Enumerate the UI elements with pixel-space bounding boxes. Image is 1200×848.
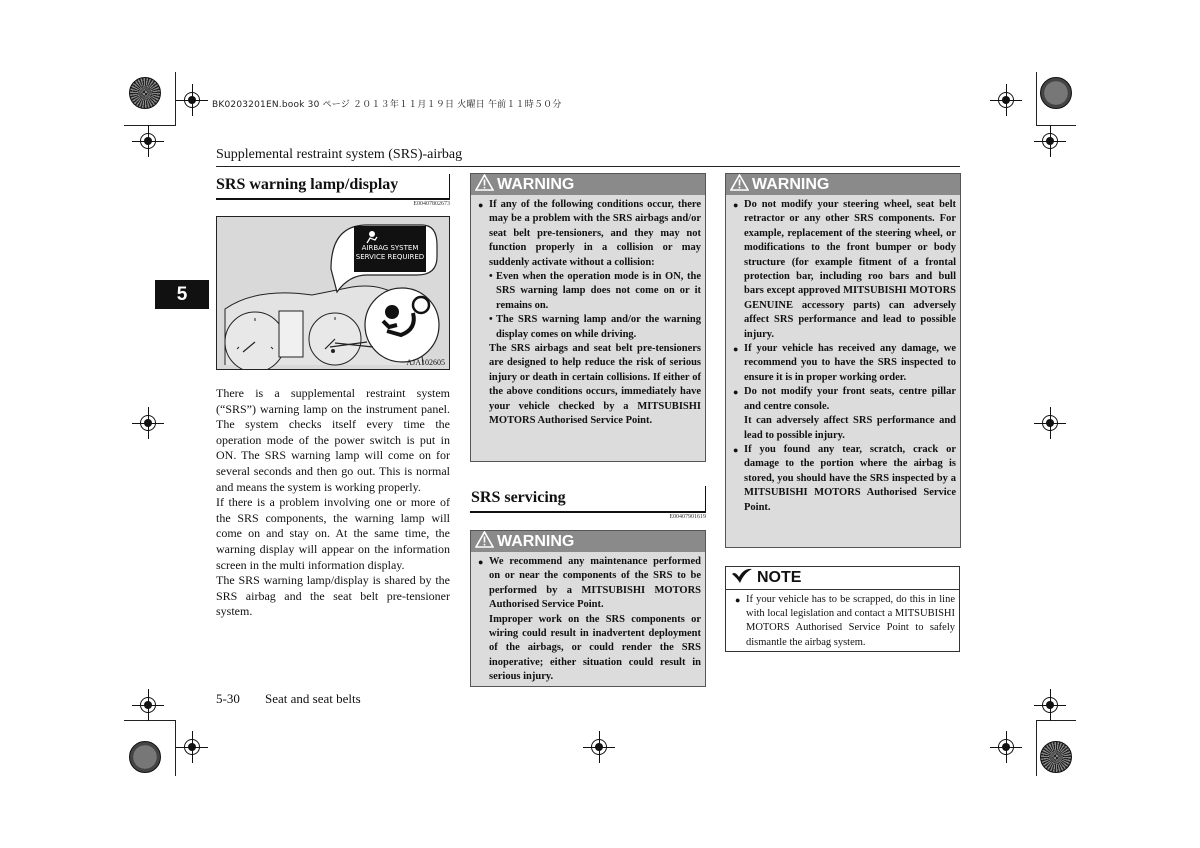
warning-triangle-icon [475, 531, 494, 553]
instrument-panel-illustration [217, 217, 449, 369]
note-header [726, 567, 959, 590]
note-bullet: ● If your vehicle has to be scrapped, do this in line with local legislation and contact a MITSUBISHI MOTORS Authorised Service Point to safely dismantle the airbag system. [746, 593, 955, 650]
warning-bullet: ● If you found any tear, scratch, crack or damage to the portion where the airbag is stored, you should have the SRS inspected by a MITSUBISHI MOTORS Authorised Service Point. [744, 443, 956, 515]
warning-title: WARNING [497, 175, 575, 193]
reference-code: E00407901619 [669, 514, 706, 520]
figure-caption: AJA102605 [406, 358, 445, 367]
warning-title: WARNING [497, 532, 575, 550]
warning-subitem: • Even when the operation mode is in ON, the SRS warning lamp does not come on or it remains on. [489, 270, 701, 313]
warning-bullet: ● If any of the following conditions occur, there may be a problem with the SRS airbags and/or seat belt pre-tensioners, and they may not function properly in a collision or may suddenly activate without a collision: [489, 198, 701, 270]
paragraph: If there is a problem involving one or more of the SRS components, the warning lamp will come on and stay on. At the same time, the warning display will appear on the information screen in the multi information display. [216, 495, 450, 572]
warning-header [471, 531, 705, 552]
page-number: 5-30 [216, 691, 240, 706]
paragraph: The SRS warning lamp/display is shared by the SRS airbag and the seat belt pre-tensioner system. [216, 573, 450, 619]
instrument-panel-figure [216, 216, 450, 370]
header-rule [216, 166, 960, 167]
warning-triangle-icon [730, 174, 749, 196]
display-text-line1: AIRBAG SYSTEM [361, 244, 419, 252]
warning-bullet: ● If your vehicle has received any damage, we recommend you to have the SRS inspected to ensure it is in proper working order. [744, 342, 956, 385]
warning-box [470, 173, 706, 462]
chapter-tab: 5 [155, 280, 209, 309]
heading-rule [470, 511, 706, 513]
warning-subitem: • The SRS warning lamp and/or the warning display comes on while driving. [489, 313, 701, 342]
warning-body [471, 195, 705, 433]
warning-header [726, 174, 960, 195]
warning-triangle-icon [475, 174, 494, 196]
paragraph: There is a supplemental restraint system (“SRS”) warning lamp on the instrument panel. The system checks itself every time the operation mode of the power switch is put in ON. The SRS warning lamp will come on for several seconds and then go out. This is normal and means the system is working properly. [216, 386, 450, 494]
warning-bullet: ● Do not modify your front seats, centre pillar and centre console. [744, 385, 956, 414]
warning-title: WARNING [752, 175, 830, 193]
note-body [726, 590, 959, 650]
reference-code: E00407802673 [413, 201, 450, 207]
left-body-text [216, 386, 450, 620]
display-text-line2: SERVICE REQUIRED [355, 253, 425, 261]
note-check-icon [731, 568, 753, 589]
warning-box [725, 173, 961, 548]
warning-text: The SRS airbags and seat belt pre-tensioners are designed to help reduce the risk of serious injury or death in certain collisions. If either of the above conditions occurs, immediately have your vehicle checked by a MITSUBISHI MOTORS Authorised Service Point. [489, 343, 701, 427]
section-heading: SRS servicing [471, 489, 566, 506]
print-header: BK0203201EN.book 30 ページ ２０１３年１１月１９日 火曜日 午前１１時５０分 [212, 100, 562, 110]
warning-text: Improper work on the SRS components or wiring could result in inadvertent deployment of the airbags, or could render the SRS inoperative; either situation could result in serious injury. [489, 613, 701, 683]
section-heading: SRS warning lamp/display [216, 176, 399, 193]
running-title: Supplemental restraint system (SRS)-airbag [216, 147, 463, 162]
note-box [725, 566, 960, 652]
warning-text: It can adversely affect SRS performance and lead to possible injury. [744, 415, 956, 441]
heading-side-rule [705, 486, 706, 513]
warning-body [471, 552, 705, 689]
registration-rosette-icon [1040, 741, 1072, 773]
heading-side-rule [449, 174, 450, 200]
footer-section-title: Seat and seat belts [265, 691, 361, 706]
warning-bullet: ● Do not modify your steering wheel, seat belt retractor or any other SRS components. For example, replacement of the steering wheel, or modifications to the front bumper or body structure (for example fitment of a frontal protection bar, including roo bars and bull bars except approved MITSUBISHI MOTORS GENUINE accessory parts) can adversely affect SRS performance and lead to possible injury. [744, 198, 956, 342]
warning-body [726, 195, 960, 519]
warning-box [470, 530, 706, 687]
registration-rosette-icon [129, 741, 161, 773]
warning-header [471, 174, 705, 195]
heading-rule [216, 198, 450, 200]
registration-rosette-icon [1040, 77, 1072, 109]
note-title: NOTE [757, 569, 802, 586]
registration-rosette-icon [129, 77, 161, 109]
warning-bullet: ● We recommend any maintenance performed on or near the components of the SRS to be performed by a MITSUBISHI MOTORS Authorised Service Point. [489, 555, 701, 613]
